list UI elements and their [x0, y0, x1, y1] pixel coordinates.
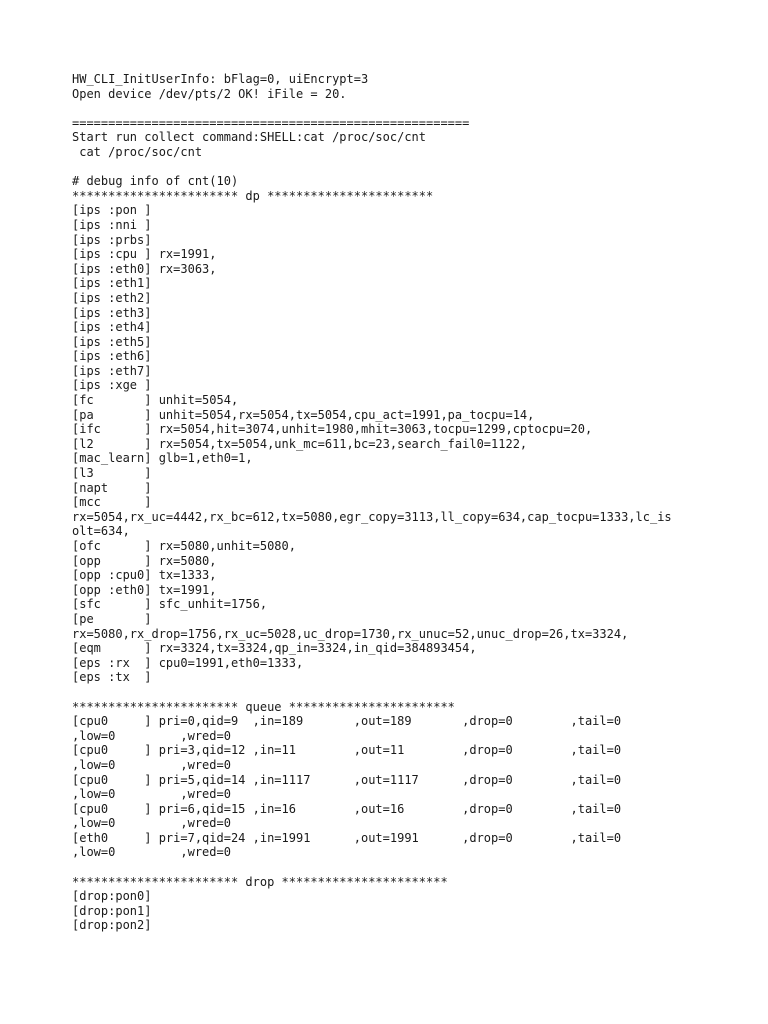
log-line: [drop:pon0] [72, 889, 152, 904]
log-line [72, 685, 712, 700]
log-line: Start run collect command:SHELL:cat /proc/soc/cnt [72, 130, 427, 145]
log-line [72, 860, 712, 875]
log-line: [mac_learn] glb=1,eth0=1, [72, 451, 253, 466]
log-line: [opp :cpu0] tx=1333, [72, 568, 217, 583]
log-line: [cpu0 ] pri=3,qid=12 ,in=11 ,out=11 ,drop=0 ,tail=0 [72, 743, 622, 758]
log-line: [ips :eth3] [72, 305, 152, 320]
log-line: [napt ] [72, 480, 152, 495]
log-line: [ips :pon ] [72, 203, 152, 218]
log-line: ,low=0 ,wred=0 [72, 816, 231, 831]
log-line: [eth0 ] pri=7,qid=24 ,in=1991 ,out=1991 ,drop=0 ,tail=0 [72, 830, 622, 845]
log-line: olt=634, [72, 524, 130, 539]
log-line: Open device /dev/pts/2 OK! iFile = 20. [72, 86, 347, 101]
log-line: [opp :eth0] tx=1991, [72, 582, 217, 597]
log-line: ,low=0 ,wred=0 [72, 787, 231, 802]
log-line: [ips :eth4] [72, 320, 152, 335]
terminal-log-document [72, 72, 712, 933]
log-line: [ips :cpu ] rx=1991, [72, 247, 217, 262]
log-line: [ips :xge ] [72, 378, 152, 393]
log-line: rx=5054,rx_uc=4442,rx_bc=612,tx=5080,egr_copy=3113,ll_copy=634,cap_tocpu=1333,lc_is [72, 509, 672, 524]
log-line [72, 101, 712, 116]
log-line: [l2 ] rx=5054,tx=5054,unk_mc=611,bc=23,search_fail0=1122, [72, 436, 528, 451]
log-line: ======================================================= [72, 115, 470, 130]
log-line: [cpu0 ] pri=5,qid=14 ,in=1117 ,out=1117 ,drop=0 ,tail=0 [72, 772, 622, 787]
log-line: [ifc ] rx=5054,hit=3074,unhit=1980,mhit=3063,tocpu=1299,cptocpu=20, [72, 422, 593, 437]
log-line: [eps :tx ] [72, 670, 152, 685]
log-line: [ips :eth2] [72, 290, 152, 305]
log-line: [ips :eth7] [72, 363, 152, 378]
log-line: [drop:pon2] [72, 918, 152, 933]
log-line: ,low=0 ,wred=0 [72, 728, 231, 743]
log-line: [ips :eth5] [72, 334, 152, 349]
log-line: [drop:pon1] [72, 903, 152, 918]
log-line: *********************** queue *********************** [72, 699, 455, 714]
log-line [72, 160, 712, 175]
log-line: rx=5080,rx_drop=1756,rx_uc=5028,uc_drop=1730,rx_unuc=52,unuc_drop=26,tx=3324, [72, 626, 629, 641]
log-line: ,low=0 ,wred=0 [72, 845, 231, 860]
log-line: [ips :eth1] [72, 276, 152, 291]
log-line: [ips :eth6] [72, 349, 152, 364]
log-line: [eqm ] rx=3324,tx=3324,qp_in=3324,in_qid=384893454, [72, 641, 477, 656]
log-line: [opp ] rx=5080, [72, 553, 217, 568]
log-line: [fc ] unhit=5054, [72, 393, 239, 408]
log-line: *********************** drop *********************** [72, 874, 448, 889]
log-line: [cpu0 ] pri=0,qid=9 ,in=189 ,out=189 ,drop=0 ,tail=0 [72, 714, 622, 729]
log-line: [ips :prbs] [72, 232, 152, 247]
log-line: [sfc ] sfc_unhit=1756, [72, 597, 268, 612]
log-line: # debug info of cnt(10) [72, 174, 239, 189]
log-line: [pa ] unhit=5054,rx=5054,tx=5054,cpu_act=1991,pa_tocpu=14, [72, 407, 535, 422]
log-line: [mcc ] [72, 495, 152, 510]
log-line: [ips :eth0] rx=3063, [72, 261, 217, 276]
log-line: cat /proc/soc/cnt [72, 144, 203, 159]
log-line: [eps :rx ] cpu0=1991,eth0=1333, [72, 655, 304, 670]
log-line: HW_CLI_InitUserInfo: bFlag=0, uiEncrypt=3 [72, 72, 369, 86]
log-line: [l3 ] [72, 466, 152, 481]
log-line: [pe ] [72, 611, 152, 626]
log-line: ,low=0 ,wred=0 [72, 757, 231, 772]
log-line: [cpu0 ] pri=6,qid=15 ,in=16 ,out=16 ,drop=0 ,tail=0 [72, 801, 622, 816]
log-line: [ips :nni ] [72, 217, 152, 232]
log-line: *********************** dp *********************** [72, 188, 434, 203]
log-line: [ofc ] rx=5080,unhit=5080, [72, 539, 296, 553]
